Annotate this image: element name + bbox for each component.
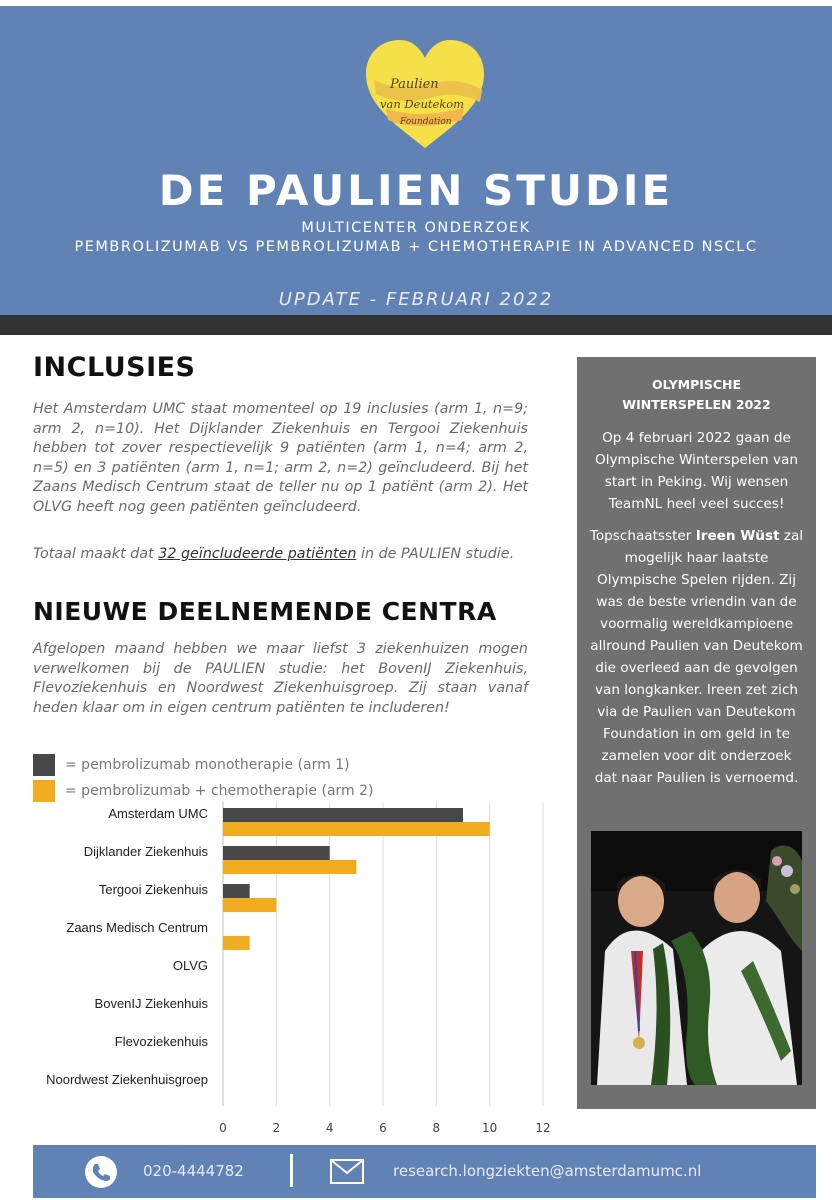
category-label: Dijklander Ziekenhuis	[83, 844, 208, 859]
sidebar-paragraph-1: Op 4 februari 2022 gaan de Olympische Winterspelen van start in Peking. Wij wensen TeamNL heel veel succes!	[595, 430, 798, 512]
sidebar-paragraph-2	[589, 525, 804, 789]
totaal-text-before: Totaal maakt dat	[33, 546, 159, 562]
totaal-text-after: in de PAULIEN studie.	[356, 546, 515, 562]
total-inclusions-link: 32 geïncludeerde patiënten	[158, 546, 357, 562]
legend-swatch-arm1	[33, 754, 55, 776]
x-tick-label: 12	[535, 1121, 551, 1135]
phone-number[interactable]: 020-4444782	[143, 1162, 244, 1180]
contact-footer	[33, 1145, 816, 1198]
category-label: OLVG	[172, 958, 208, 973]
bar-arm1-tergooi-ziekenhuis	[223, 884, 250, 898]
phone-icon	[85, 1156, 117, 1188]
subtitle-line-2: PEMBROLIZUMAB VS PEMBROLIZUMAB + CHEMOTHERAPIE IN ADVANCED NSCLC	[74, 239, 758, 255]
legend-item-arm1	[33, 752, 374, 778]
sidebar-title-line-2: WINTERSPELEN 2022	[622, 397, 771, 412]
update-date: UPDATE - FEBRUARI 2022	[278, 289, 554, 310]
email-address[interactable]: research.longziekten@amsterdamumc.nl	[393, 1162, 702, 1180]
category-label: Zaans Medisch Centrum	[66, 920, 208, 935]
page-title: DE PAULIEN STUDIE	[158, 166, 674, 215]
sidebar-athlete-name: Ireen Wüst	[695, 528, 780, 544]
chart-legend	[33, 752, 374, 804]
bar-arm2-dijklander-ziekenhuis	[223, 860, 356, 874]
bar-arm2-tergooi-ziekenhuis	[223, 898, 276, 912]
mail-icon	[330, 1159, 364, 1184]
legend-label-arm2: = pembrolizumab + chemotherapie (arm 2)	[65, 783, 374, 799]
header-banner	[0, 6, 832, 315]
svg-text:Foundation: Foundation	[400, 117, 452, 127]
x-tick-label: 10	[482, 1121, 498, 1135]
x-tick-label: 4	[325, 1121, 334, 1135]
sidebar-p2-before: Topschaatsster	[589, 528, 696, 544]
category-label: BovenIJ Ziekenhuis	[94, 996, 208, 1011]
x-tick-label: 0	[219, 1121, 227, 1135]
category-label: Flevoziekenhuis	[114, 1034, 208, 1049]
centra-heading: NIEUWE DEELNEMENDE CENTRA	[33, 597, 497, 626]
category-label: Tergooi Ziekenhuis	[98, 882, 208, 897]
bar-arm1-dijklander-ziekenhuis	[223, 846, 330, 860]
footer-divider	[290, 1154, 293, 1187]
skaters-photo	[591, 831, 802, 1085]
legend-label-arm1: = pembrolizumab monotherapie (arm 1)	[65, 757, 350, 773]
inclusies-paragraph: Het Amsterdam UMC staat momenteel op 19 inclusies (arm 1, n=9; arm 2, n=10). Het Dijklander Ziekenhuis en Tergooi Ziekenhuis hebben tot zover respectievelijk 9 patiënten (arm 1, n=4; arm 2, n=5) en 3 patiënten (arm 1, n=1; arm 2, n=2) geïncludeerd. Bij het Zaans Medisch Centrum staat de teller nu op 1 patiënt (arm 2). Het OLVG heeft nog geen patiënten geïncludeerd.	[33, 401, 528, 515]
x-tick-label: 8	[432, 1121, 441, 1135]
subtitle-line-1: MULTICENTER ONDERZOEK	[301, 220, 531, 236]
divider-band	[0, 315, 832, 335]
bar-arm1-amsterdam-umc	[223, 808, 463, 822]
sidebar-title-line-1: OLYMPISCHE	[651, 377, 742, 392]
totaal-paragraph	[33, 545, 528, 565]
x-tick-label: 6	[379, 1121, 387, 1135]
svg-text:van Deutekom: van Deutekom	[380, 97, 465, 111]
category-label: Noordwest Ziekenhuisgroep	[46, 1072, 208, 1087]
foundation-logo	[360, 36, 490, 154]
category-label: Amsterdam UMC	[108, 806, 208, 821]
bar-arm2-amsterdam-umc	[223, 822, 490, 836]
sidebar-title	[577, 375, 816, 415]
svg-text:Paulien: Paulien	[390, 77, 439, 92]
centra-paragraph: Afgelopen maand hebben we maar liefst 3 ziekenhuizen mogen verwelkomen bij de PAULIEN studie: het BovenIJ Ziekenhuis, Flevoziekenhuis en Noordwest Ziekenhuisgroep. Zij staan vanaf heden klaar om in eigen centrum patiënten te includeren!	[33, 641, 528, 716]
sidebar-p2-after: zal mogelijk haar laatste Olympische Spelen rijden. Zij was de beste vriendin van de voormalig wereldkampioene allround Paulien van Deutekom die overleed aan de gevolgen van longkanker. Ireen zet zich via de Paulien van Deutekom Foundation in om geld in te zamelen voor dit onderzoek dat naar Paulien is vernoemd.	[590, 528, 804, 786]
bar-arm2-zaans-medisch-centrum	[223, 936, 250, 950]
inclusions-bar-chart	[0, 798, 560, 1138]
inclusies-heading: INCLUSIES	[33, 352, 196, 383]
x-tick-label: 2	[272, 1121, 281, 1135]
olympics-sidebar	[577, 357, 816, 1109]
